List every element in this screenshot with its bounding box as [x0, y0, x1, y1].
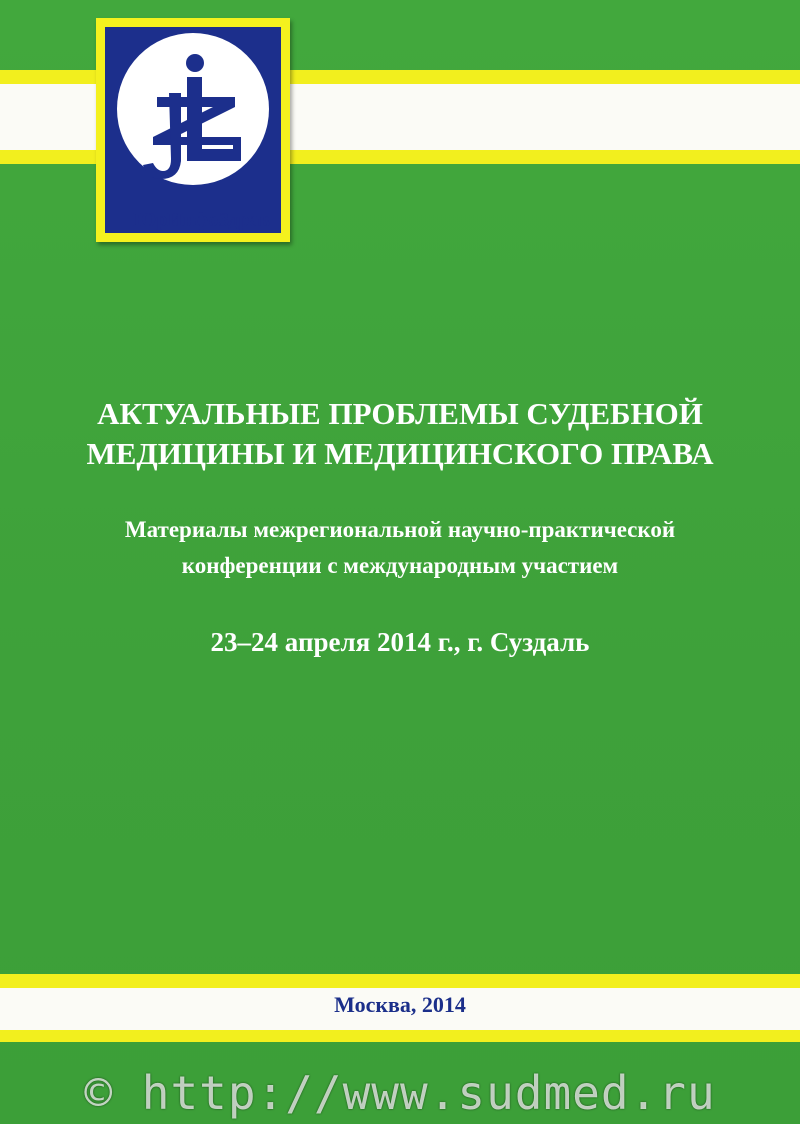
book-title — [0, 394, 800, 474]
site-watermark: © http://www.sudmed.ru — [84, 1066, 716, 1120]
book-subtitle — [0, 512, 800, 584]
subtitle-line: конференции с международным участием — [181, 553, 619, 578]
yellow-stripe — [0, 1030, 800, 1042]
title-line: АКТУАЛЬНЫЕ ПРОБЛЕМЫ СУДЕБНОЙ — [97, 396, 703, 431]
yellow-stripe — [0, 974, 800, 988]
jzl-monogram-icon — [117, 33, 269, 185]
title-line: МЕДИЦИНЫ И МЕДИЦИНСКОГО ПРАВА — [86, 436, 714, 471]
logo-blue-panel — [105, 27, 281, 233]
conference-dates: 23–24 апреля 2014 г., г. Суздаль — [210, 627, 590, 657]
subtitle-line: Материалы межрегиональной научно-практической — [124, 517, 676, 542]
publication-place-year: Москва, 2014 — [334, 992, 466, 1017]
logo-name: ЮрИнфоЗдрав — [133, 209, 271, 231]
publisher-logo — [96, 18, 290, 242]
